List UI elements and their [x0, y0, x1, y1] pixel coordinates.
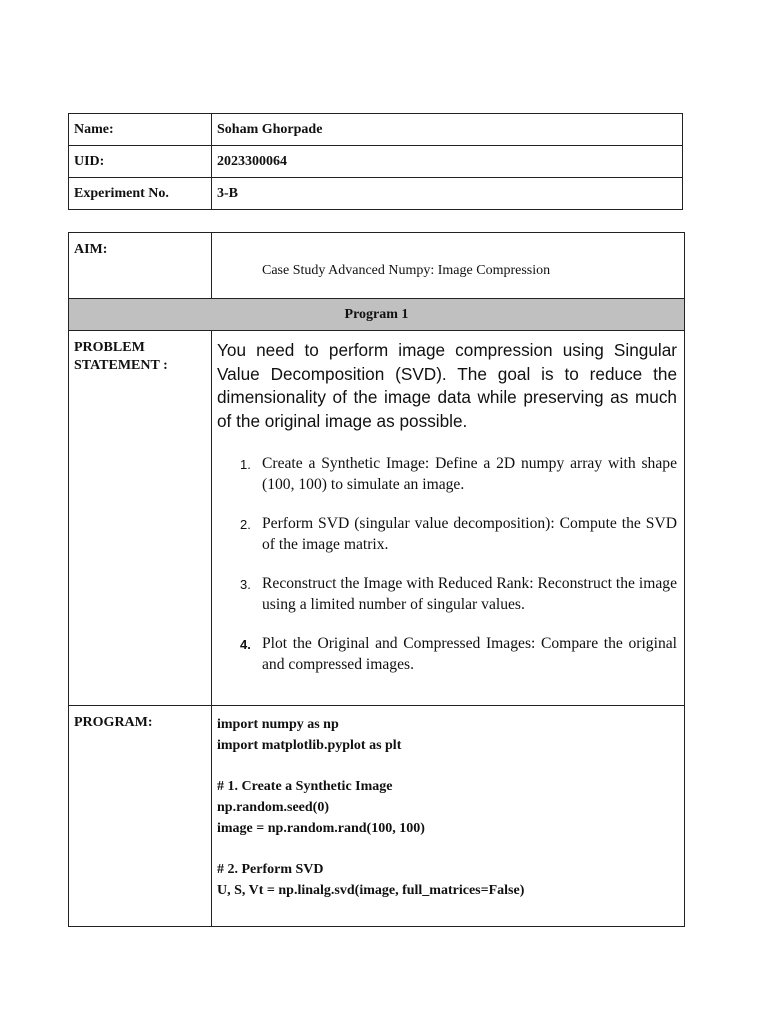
program-heading-row [69, 299, 685, 331]
program-row [69, 706, 685, 927]
name-label: Name: [69, 114, 212, 146]
student-info-table [68, 113, 683, 210]
code-line [217, 756, 679, 777]
aim-label: AIM: [69, 233, 212, 299]
step-number: 4. [240, 637, 251, 652]
problem-statement [212, 331, 685, 706]
code-line: # 2. Perform SVD [217, 861, 324, 877]
code-line: import matplotlib.pyplot as plt [217, 737, 402, 753]
experiment-label: Experiment No. [69, 178, 212, 210]
step-number: 1. [240, 457, 251, 472]
step-item [240, 573, 677, 615]
aim-cell [212, 233, 685, 299]
steps-list [217, 453, 677, 675]
step-text: Perform SVD (singular value decomposition): Compute the SVD of the image matrix. [262, 515, 677, 553]
aim-text: Case Study Advanced Numpy: Image Compression [262, 263, 551, 278]
uid-label: UID: [69, 146, 212, 178]
program-heading: Program 1 [69, 299, 685, 331]
code-line: import numpy as np [217, 717, 339, 732]
program-code [212, 706, 685, 927]
uid-value: 2023300064 [212, 146, 683, 178]
step-number: 3. [240, 577, 251, 592]
code-line [217, 839, 679, 860]
name-row [69, 114, 683, 146]
problem-intro: You need to perform image compression using Singular Value Decomposition (SVD). The goal is to reduce the dimensionality of the image data while preserving as much of the original image as possible. [217, 340, 677, 431]
step-text: Reconstruct the Image with Reduced Rank: Reconstruct the image using a limited number of singular values. [262, 575, 677, 613]
code-line: np.random.seed(0) [217, 799, 330, 815]
step-item [240, 633, 677, 675]
step-item [240, 513, 677, 555]
program-label: PROGRAM: [69, 706, 212, 927]
experiment-row [69, 178, 683, 210]
step-item [240, 453, 677, 495]
problem-label: PROBLEM STATEMENT : [69, 331, 212, 706]
code-line: image = np.random.rand(100, 100) [217, 820, 425, 836]
step-text: Create a Synthetic Image: Define a 2D numpy array with shape (100, 100) to simulate an image. [262, 455, 677, 493]
aim-row [69, 233, 685, 299]
experiment-value: 3-B [212, 178, 683, 210]
code-line: # 1. Create a Synthetic Image [217, 779, 393, 795]
problem-row [69, 331, 685, 706]
uid-row [69, 146, 683, 178]
code-line: U, S, Vt = np.linalg.svd(image, full_matrices=False) [217, 882, 525, 898]
step-text: Plot the Original and Compressed Images: Compare the original and compressed images. [262, 635, 677, 673]
name-value: Soham Ghorpade [212, 114, 683, 146]
step-number: 2. [240, 517, 251, 532]
experiment-table [68, 232, 685, 927]
